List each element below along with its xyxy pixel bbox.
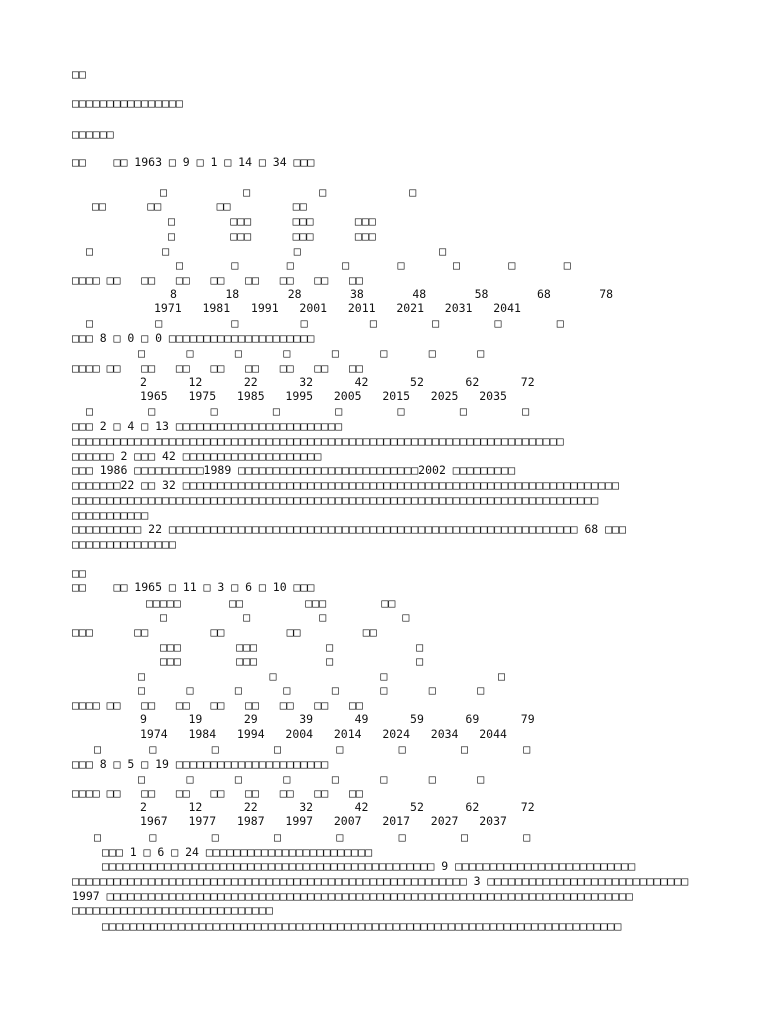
text-line: 2 12 22 32 42 52 62 72 (140, 375, 535, 389)
text-line: □□□□□□ (72, 127, 114, 141)
text-line: 1974 1984 1994 2004 2014 2024 2034 2044 (140, 727, 507, 741)
text-line: □□□ 1 □ 6 □ 24 □□□□□□□□□□□□□□□□□□□□□□□□ (102, 845, 373, 859)
text-line: □ □□□ □□□ □□□ (168, 229, 376, 243)
text-line: □□□□□□□□□□□□□□□ (72, 537, 176, 551)
text-line: □□□ □□□ □ □ (160, 640, 424, 654)
text-line: □□□□ □□ □□ □□ □□ □□ □□ □□ □□ (72, 698, 363, 712)
text-line: 1997 □□□□□□□□□□□□□□□□□□□□□□□□□□□□□□□□□□□□□□□□□□□□□□□□□□□□□□□□□□□□□□□□□□□□□□□□□□□□ (72, 889, 633, 903)
text-line: □□□□□□□□□□□ (72, 508, 149, 522)
text-line: □□□ □□□ □ □ (160, 654, 424, 668)
text-line: □ □ □ □ □ □ □ □ (176, 258, 571, 272)
text-line: □ □ □ □ □ □ □ □ (138, 683, 485, 697)
text-line: □□□□□□□□□□□□□□□□□□□□□□□□□□□□□□□□□□□□□□□□□□□□□□□□□□□□□□□□□□□□□□□□□□□□□□□ (72, 434, 564, 448)
text-line: □ □ □ □ □ □ □ □ (94, 742, 531, 756)
text-line: □□□□□□□22 □□ 32 □□□□□□□□□□□□□□□□□□□□□□□□□□□□□□□□□□□□□□□□□□□□□□□□□□□□□□□□□□□□□□□ (72, 478, 619, 492)
text-line: □□ □□ 1965 □ 11 □ 3 □ 6 □ 10 □□□ (72, 580, 315, 594)
text-line: □□□□ □□ □□ □□ □□ □□ □□ □□ □□ (72, 273, 363, 287)
text-line: □□ (72, 566, 86, 580)
text-line: □□□□ □□ □□ □□ □□ □□ □□ □□ □□ (72, 786, 363, 800)
text-line: 9 19 29 39 49 59 69 79 (140, 712, 535, 726)
text-line: □ □ □ □ (160, 185, 417, 199)
text-line: □□□□□□□□□□□□□□□□□□□□□□□□□□□□□□□□□□□□□□□□□□□□□□□□□□□□□□□□□ 3 □□□□□□□□□□□□□□□□□□□□□□□□□□□□□ (72, 874, 689, 888)
text-line: □□□□□ □□ □□□ □□ (146, 596, 396, 610)
text-line: □□□□□□ 2 □□□ 42 □□□□□□□□□□□□□□□□□□□□ (72, 449, 322, 463)
text-line: □□□ □□ □□ □□ □□ (72, 625, 377, 639)
text-line: □ □ □ □ □ □ □ □ (138, 772, 485, 786)
text-line: □□□□□□□□□□ 22 □□□□□□□□□□□□□□□□□□□□□□□□□□□□□□□□□□□□□□□□□□□□□□□□□□□□□□□□□□□ 68 □□□ (72, 522, 626, 536)
text-line: □ □ □ □ (86, 244, 447, 258)
text-line: □ □ □ □ (160, 610, 410, 624)
text-line: □□□□ □□ □□ □□ □□ □□ □□ □□ □□ (72, 361, 363, 375)
text-line: □□□ 8 □ 0 □ 0 □□□□□□□□□□□□□□□□□□□□□ (72, 331, 315, 345)
text-line: □□ □□ 1963 □ 9 □ 1 □ 14 □ 34 □□□ (72, 155, 315, 169)
text-line: □□□□□□□□□□□□□□□□ (72, 96, 183, 110)
text-line: □□□ 1986 □□□□□□□□□□1989 □□□□□□□□□□□□□□□□□□□□□□□□□□2002 □□□□□□□□□ (72, 463, 516, 477)
text-line: □□□□□□□□□□□□□□□□□□□□□□□□□□□□□□□□□□□□□□□□□□□□□□□□□□□□□□□□□□□□□□□□□□□□□□□□□□□□ (72, 493, 599, 507)
text-line: □□□ 2 □ 4 □ 13 □□□□□□□□□□□□□□□□□□□□□□□□ (72, 419, 343, 433)
text-line: 8 18 28 38 48 58 68 78 (170, 287, 614, 301)
text-line: □ □ □ □ □ □ □ □ (94, 830, 531, 844)
text-line: □□□□□□□□□□□□□□□□□□□□□□□□□□□□□□□□□□□□□□□□□□□□□□□□ 9 □□□□□□□□□□□□□□□□□□□□□□□□□□ (102, 859, 636, 873)
text-line: □□□□□□□□□□□□□□□□□□□□□□□□□□□□□ (72, 903, 273, 917)
text-line: 1971 1981 1991 2001 2011 2021 2031 2041 (154, 301, 521, 315)
text-line: □□□□□□□□□□□□□□□□□□□□□□□□□□□□□□□□□□□□□□□□□□□□□□□□□□□□□□□□□□□□□□□□□□□□□□□□□□□ (102, 919, 622, 933)
text-line: □ □ □ □ □ □ □ □ (86, 404, 530, 418)
text-line: 2 12 22 32 42 52 62 72 (140, 800, 535, 814)
text-line: 1965 1975 1985 1995 2005 2015 2025 2035 (140, 389, 507, 403)
text-line: 1967 1977 1987 1997 2007 2017 2027 2037 (140, 814, 507, 828)
text-line: □ □ □ □ □ □ □ □ (86, 316, 564, 330)
text-line: □ □ □ □ □ □ □ □ (138, 346, 485, 360)
text-line: □ □□□ □□□ □□□ (168, 214, 376, 228)
text-line: □□ (72, 67, 86, 81)
text-line: □ □ □ □ (138, 669, 505, 683)
text-line: □□□ 8 □ 5 □ 19 □□□□□□□□□□□□□□□□□□□□□□ (72, 757, 329, 771)
text-line: □□ □□ □□ □□ (92, 199, 307, 213)
